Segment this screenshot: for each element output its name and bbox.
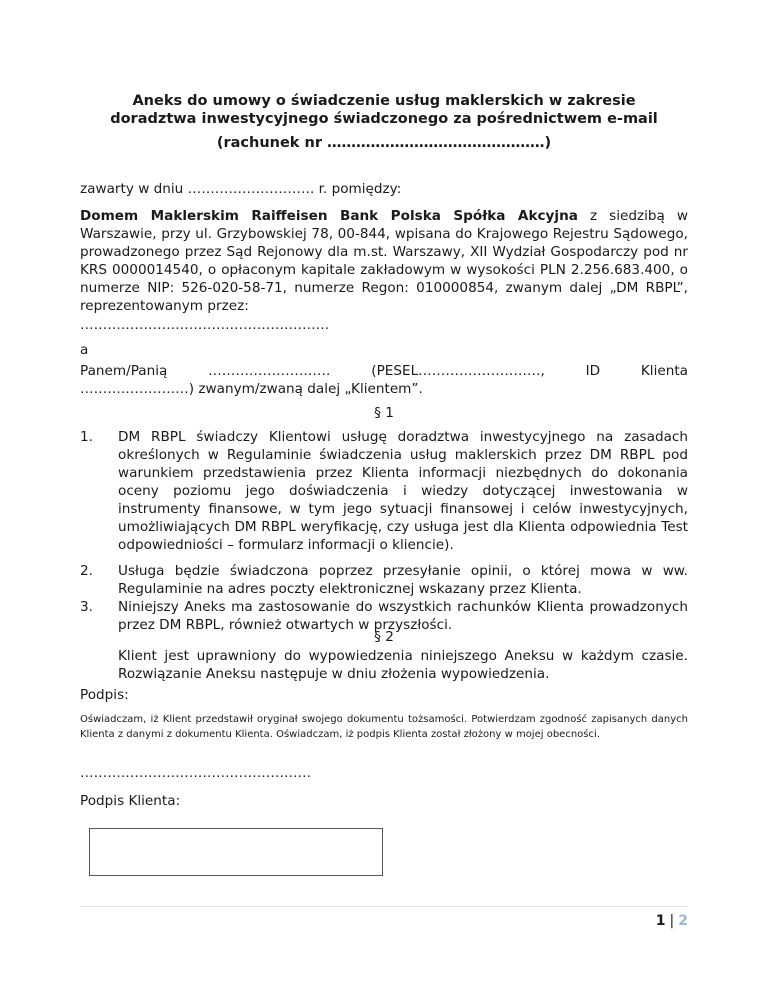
- title-line-1: Aneks do umowy o świadczenie usług maklerskich w zakresie: [132, 93, 636, 109]
- page-number: [656, 913, 688, 929]
- client-signature-label: Podpis Klienta:: [80, 793, 181, 809]
- client-paragraph: [80, 362, 688, 398]
- company-name: Domem Maklerskim Raiffeisen Bank Polska Spółka Akcyjna: [80, 208, 578, 224]
- signature-dots: ……………………………………………: [80, 765, 312, 781]
- point-text: Niniejszy Aneks ma zastosowanie do wszystkich rachunków Klienta prowadzonych przez DM RBPL, również otwartych w przyszłości.: [118, 599, 688, 633]
- point-number: 3.: [80, 599, 93, 615]
- company-paragraph: [80, 207, 688, 315]
- section-1-heading: § 1: [374, 405, 394, 421]
- point-text: DM RBPL świadczy Klientowi usługę doradztwa inwestycyjnego na zasadach określonych w Regulaminie świadczenia usług maklerskich przez DM RBPL pod warunkiem przedstawienia przez Klienta informacji niezbędnych do dokonania oceny poziomu jego doświadczenia i wiedzy dotyczącej inwestowania w instrumenty finansowe, w tym jego sytuacji finansowej i celów inwestycyjnych, umożliwiających DM RBPL weryfikację, czy usługa jest dla Klienta odpowiednia Test odpowiedniości – formularz informacji o kliencie).: [118, 429, 688, 553]
- point-number: 1.: [80, 429, 93, 445]
- and-word: a: [80, 342, 89, 358]
- point-2: [80, 562, 688, 598]
- point-text: Usługa będzie świadczona poprzez przesyłanie opinii, o której mowa w ww. Regulaminie na adres poczty elektronicznej wskazany przez Klienta.: [118, 563, 688, 597]
- dated-line: zawarty w dniu ………………………. r. pomiędzy:: [80, 181, 402, 197]
- signature-label: Podpis:: [80, 687, 129, 703]
- section-2-text: Klient jest uprawniony do wypowiedzenia niniejszego Aneksu w każdym czasie. Rozwiązanie Aneksu następuje w dniu złożenia wypowiedzenia.: [118, 648, 688, 682]
- representative-line: ……………………………………………….: [80, 317, 330, 333]
- client-line-1: Panem/Panią ……………………… (PESEL………………………, ID Klienta: [80, 363, 688, 379]
- signature-declaration: Oświadczam, iż Klient przedstawił oryginał swojego dokumentu tożsamości. Potwierdzam zgodność zapisanych danych Klienta z danymi z dokumentu Klienta. Oświadczam, iż podpis Klienta został złożony w mojej obecności.: [80, 714, 688, 740]
- account-number-line: (rachunek nr ………………………………………): [216, 135, 552, 151]
- company-details: z siedzibą w Warszawie, przy ul. Grzybowskiej 78, 00-844, wpisana do Krajowego Rejestru Sądowego, prowadzonego przez Sąd Rejonowy dla m.st. Warszawy, XII Wydział Gospodarczy pod nr KRS 0000014540, o opłaconym kapitale zakładowym w wysokości PLN 2.256.683.400, o numerze NIP: 526-020-58-71, numerze Regon: 010000854, zwanym dalej „DM RBPL”, reprezentowanym przez:: [80, 208, 688, 314]
- client-signature-box: [89, 828, 383, 876]
- document-title: [80, 92, 688, 152]
- section-2-heading: § 2: [374, 629, 394, 645]
- section-1-points: [80, 428, 688, 634]
- footer-divider: [80, 906, 688, 907]
- point-1: [80, 428, 688, 554]
- point-number: 2.: [80, 563, 93, 579]
- page-current: 1: [655, 913, 666, 929]
- page-separator: |: [669, 913, 675, 929]
- client-line-2: ……………………) zwanym/zwaną dalej „Klientem”.: [80, 381, 423, 397]
- page-total: 2: [678, 913, 688, 929]
- title-line-2: doradztwa inwestycyjnego świadczonego za pośrednictwem e-mail: [110, 111, 658, 127]
